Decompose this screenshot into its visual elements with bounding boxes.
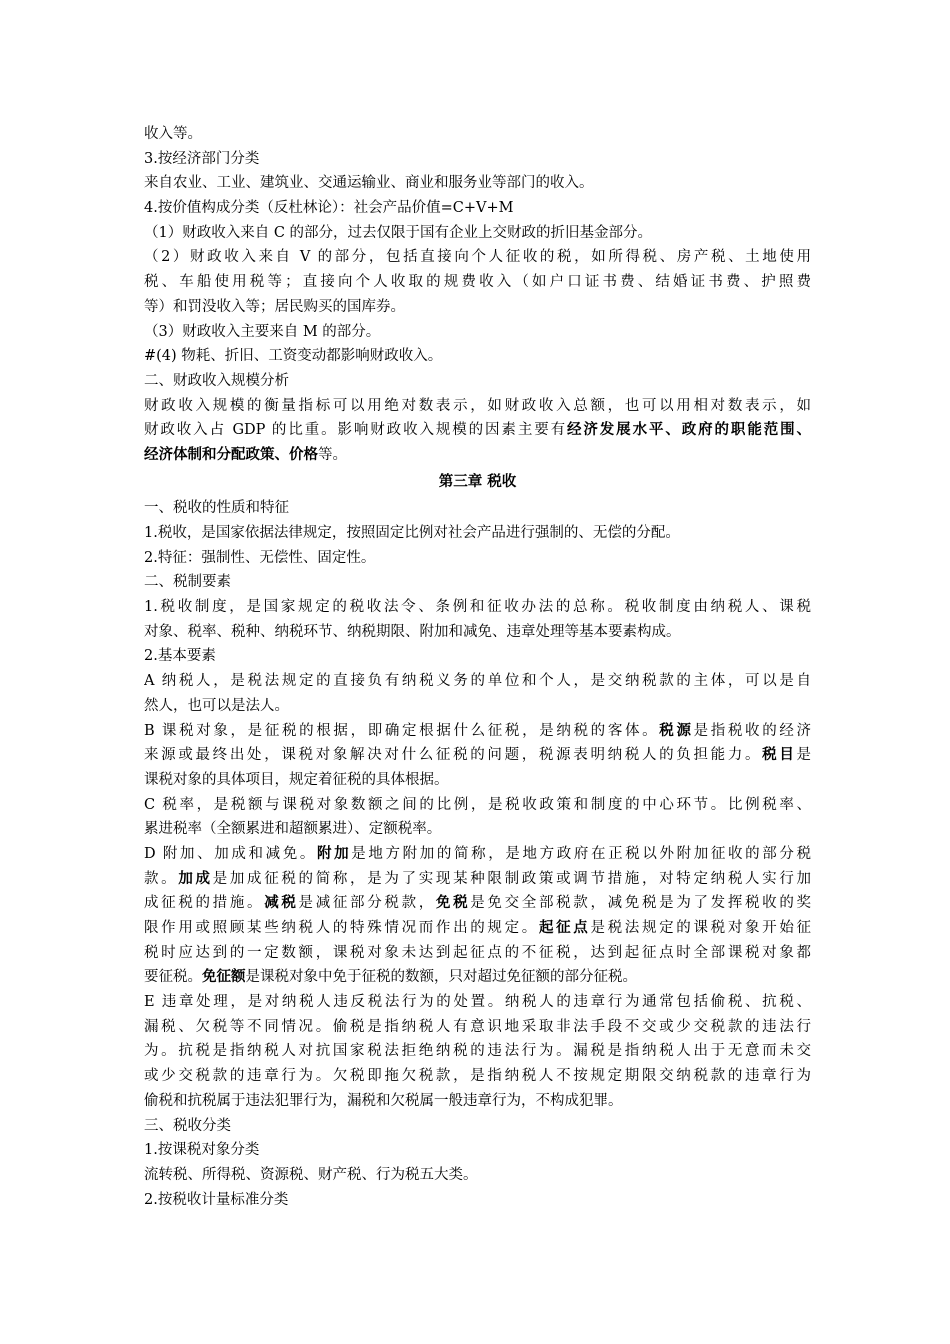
text-line: [144, 620, 811, 645]
text-run: 税、车船使用税等；直接向个人收取的规费收入（如户口证书费、结婚证书费、护照费: [144, 274, 811, 291]
text-run: 课税对象的具体项目，规定着征税的具体根据。: [144, 771, 449, 788]
text-line: [144, 743, 811, 768]
text-run: 为。抗税是指纳税人对抗国家税法拒绝纳税的违法行为。漏税是指纳税人出于无意而未交: [144, 1043, 811, 1060]
text-line: [144, 1039, 811, 1064]
text-line: [144, 990, 811, 1015]
text-line: [144, 570, 811, 595]
text-run: 对象、税率、税种、纳税环节、纳税期限、附加和减免、违章处理等基本要素构成。: [144, 623, 681, 640]
text-run: 来自农业、工业、建筑业、交通运输业、商业和服务业等部门的收入。: [144, 175, 594, 192]
text-run: （3）财政收入主要来自 M 的部分。: [144, 323, 381, 340]
text-run: 三、税收分类: [144, 1117, 231, 1134]
text-run: 一、税收的性质和特征: [144, 500, 289, 517]
text-line: [144, 965, 811, 990]
text-run: A 纳税人，是税法规定的直接负有纳税义务的单位和个人，是交纳税款的主体，可以是自: [144, 673, 811, 690]
text-run: 来源或最终出处，课税对象解决对什么征税的问题，税源表明纳税人的负担能力。: [144, 747, 763, 764]
text-run: 4.按价值构成分类（反杜林论）：社会产品价值=C+V+M: [144, 200, 514, 217]
text-run: 是税法规定的课税对象开始征: [590, 920, 811, 936]
text-line: [144, 369, 811, 394]
text-run: 财政收入占 GDP 的比重。影响财政收入规模的因素主要有: [144, 422, 567, 439]
text-line: [144, 842, 811, 867]
text-line: [144, 1015, 811, 1040]
text-run: 成征税的措施。: [144, 895, 265, 912]
text-run: #(4) 物耗、折旧、工资变动都影响财政收入。: [144, 348, 443, 365]
text-run: 二、税制要素: [144, 574, 231, 591]
text-run: 漏税、欠税等不同情况。偷税是指纳税人有意识地采取非法手段不交或少交税款的违法行: [144, 1018, 811, 1035]
text-line: [144, 1138, 811, 1163]
text-run: 是: [796, 747, 811, 764]
text-run: 等）和罚没收入等；居民购买的国库券。: [144, 298, 405, 315]
text-line: [144, 1064, 811, 1089]
text-run: 2.按税收计量标准分类: [144, 1191, 289, 1208]
text-line: [144, 719, 811, 744]
text-line: [144, 295, 811, 320]
text-line: [144, 916, 811, 941]
bold-term: 税目: [762, 746, 797, 764]
text-line: [144, 496, 811, 521]
text-run: 限作用或照顾某些纳税人的特殊情况而作出的规定。: [144, 920, 539, 936]
text-line: [144, 891, 811, 916]
text-line: [144, 221, 811, 246]
text-run: （2）财政收入来自 V 的部分，包括直接向个人征收的税，如所得税、房产税、土地使用: [144, 249, 811, 266]
text-run: 然人，也可以是法人。: [144, 697, 289, 714]
text-line: [144, 1089, 811, 1114]
text-run: C 税率，是税额与课税对象数额之间的比例，是税收政策和制度的中心环节。比例税率、: [144, 796, 811, 813]
text-run: 1.税收，是国家依据法律规定，按照固定比例对社会产品进行强制的、无偿的分配。: [144, 525, 680, 541]
bold-term: 免征额: [202, 968, 246, 986]
text-line: [144, 768, 811, 793]
text-line: [144, 867, 811, 892]
text-line: [144, 1188, 811, 1213]
text-run: 款。: [144, 870, 179, 887]
text-run: 等。: [318, 446, 347, 463]
text-line: [144, 418, 811, 443]
text-line: [144, 270, 811, 295]
text-run: E 违章处理，是对纳税人违反税法行为的处置。纳税人的违章行为通常包括偷税、抗税、: [144, 994, 811, 1011]
text-run: 是地方附加的简称，是地方政府在正税以外附加征收的部分税: [351, 845, 811, 862]
text-run: 二、财政收入规模分析: [144, 372, 289, 389]
text-line: [144, 196, 811, 221]
text-run: 2.基本要素: [144, 648, 216, 665]
text-line: [144, 694, 811, 719]
text-line: [144, 320, 811, 345]
text-line: [144, 147, 811, 172]
text-run: 是减征部分税款，: [298, 895, 436, 912]
bold-term: 减税: [264, 894, 299, 912]
bold-term: 税源: [659, 721, 694, 739]
bold-term: 免税: [435, 894, 471, 912]
bold-term: 加成: [178, 869, 213, 887]
text-run: 收入等。: [144, 126, 202, 142]
text-run: 1.税收制度，是国家规定的税收法令、条例和征收办法的总称。税收制度由纳税人、课税: [144, 599, 811, 616]
text-line: [144, 344, 811, 369]
text-run: 要征税。: [144, 969, 202, 986]
text-run: （1）财政收入来自 C 的部分，过去仅限于国有企业上交财政的折旧基金部分。: [144, 224, 653, 241]
chapter-heading: [144, 470, 811, 495]
text-run: 1.按课税对象分类: [144, 1142, 260, 1159]
text-line: [144, 793, 811, 818]
text-run: D 附加、加成和减免。: [144, 845, 317, 862]
text-run: 税时应达到的一定数额，课税对象未达到起征点的不征税，达到起征点时全部课税对象都: [144, 944, 811, 961]
text-line: [144, 122, 811, 147]
text-line: [144, 817, 811, 842]
text-line: [144, 394, 811, 419]
bold-term: 起征点: [538, 919, 591, 936]
text-line: [144, 669, 811, 694]
text-line: [144, 521, 811, 546]
document-page: [144, 122, 811, 1212]
text-line: [144, 941, 811, 966]
text-run: 财政收入规模的衡量指标可以用绝对数表示，如财政收入总额，也可以用相对数表示，如: [144, 397, 811, 414]
text-line: [144, 644, 811, 669]
text-run: B 课税对象，是征税的根据，即确定根据什么征税，是纳税的客体。: [144, 722, 660, 739]
text-run: 是加成征税的简称，是为了实现某种限制政策或调节措施，对特定纳税人实行加: [212, 870, 811, 887]
text-line: [144, 546, 811, 571]
bold-term: 经济体制和分配政策、价格: [144, 445, 318, 463]
bold-term: 附加: [317, 844, 352, 862]
text-run: 流转税、所得税、资源税、财产税、行为税五大类。: [144, 1166, 478, 1183]
text-run: 是指税收的经济: [693, 722, 811, 739]
text-run: 累进税率（全额累进和超额累进）、定额税率。: [144, 821, 442, 838]
text-line: [144, 245, 811, 270]
text-run: 或少交税款的违章行为。欠税即拖欠税款，是指纳税人不按规定期限交纳税款的违章行为: [144, 1068, 811, 1085]
text-line: [144, 1114, 811, 1139]
text-run: 是免交全部税款，减免税是为了发挥税收的奖: [470, 895, 811, 912]
text-run: 3.按经济部门分类: [144, 150, 260, 167]
text-run: 偷税和抗税属于违法犯罪行为，漏税和欠税属一般违章行为，不构成犯罪。: [144, 1092, 623, 1109]
text-run: 2.特征：强制性、无偿性、固定性。: [144, 549, 376, 566]
text-line: [144, 171, 811, 196]
text-run: 第三章 税收: [438, 472, 517, 490]
text-line: [144, 1163, 811, 1188]
bold-term: 经济发展水平、政府的职能范围、: [567, 421, 811, 439]
text-run: 是课税对象中免于征税的数额，只对超过免征额的部分征税。: [245, 969, 637, 986]
text-line: [144, 443, 811, 468]
text-line: [144, 595, 811, 620]
